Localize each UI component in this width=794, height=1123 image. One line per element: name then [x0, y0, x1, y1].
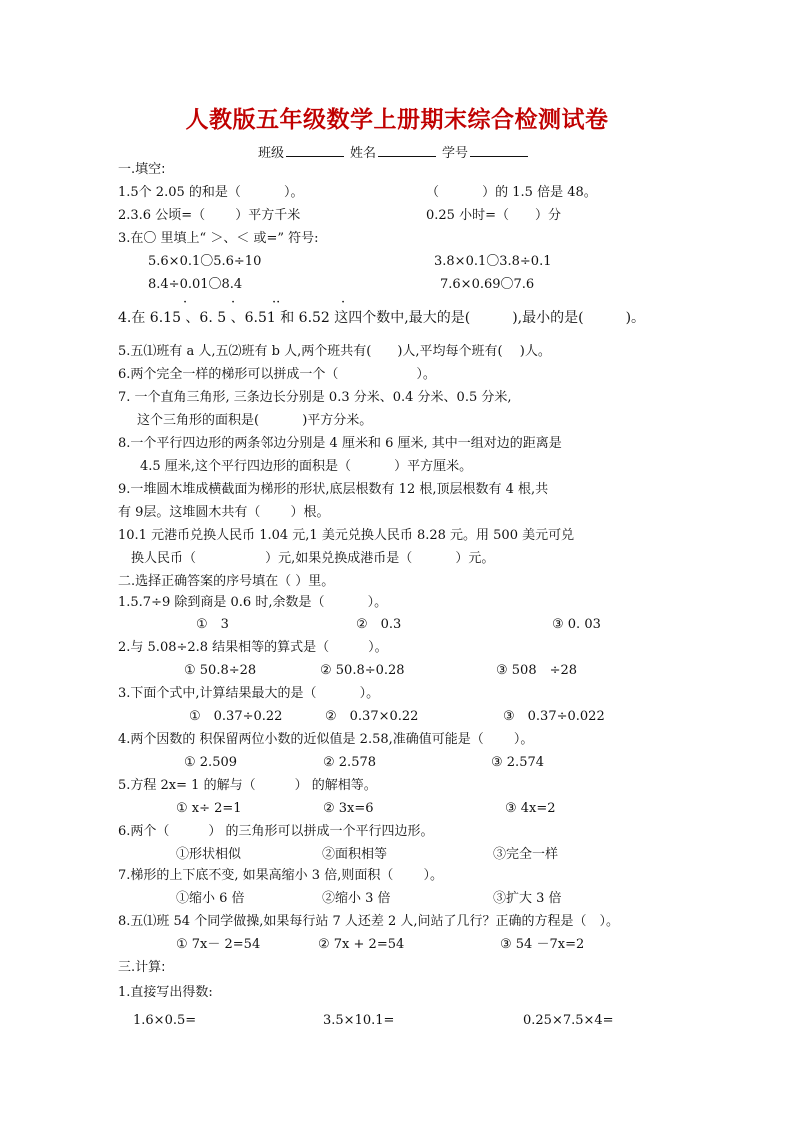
choice-option[interactable]: ② 2.578 [323, 755, 377, 770]
choice-question-1: 1.5.7÷9 除到商是 0.6 时,余数是（ ）。 [118, 595, 388, 610]
question-9b: 有 9层。这堆圆木共有（ ）根。 [118, 505, 330, 520]
question-10b: 换人民币（ ）元,如果兑换成港币是（ ）元。 [131, 551, 495, 566]
choice-option[interactable]: ② 3x=6 [323, 801, 374, 816]
repeating-dot-mark: · [183, 295, 188, 310]
id-blank[interactable] [470, 145, 528, 157]
choice-option[interactable]: ③ 2.574 [491, 755, 545, 770]
choice-option[interactable]: ① 2.509 [184, 755, 238, 770]
section3-subheading: 1.直接写出得数: [118, 985, 213, 1000]
repeating-dot-mark: · [231, 295, 236, 310]
calc-item: 3.5×10.1= [323, 1013, 395, 1028]
choice-option[interactable]: ③ 0. 03 [552, 617, 601, 632]
calc-item: 0.25×7.5×4= [523, 1013, 614, 1028]
section1-heading: 一.填空: [118, 162, 166, 177]
student-info-line [258, 142, 530, 161]
choice-option[interactable]: ③扩大 3 倍 [493, 891, 562, 906]
choice-question-5: 5.方程 2x= 1 的解与（ ） 的解相等。 [118, 778, 377, 793]
question-3-row1b: 3.8×0.1〇3.8÷0.1 [434, 254, 552, 269]
choice-option[interactable]: ② 7x + 2=54 [318, 937, 405, 952]
choice-option[interactable]: ① 0.37÷0.22 [189, 709, 283, 724]
question-3-row2b: 7.6×0.69〇7.6 [440, 277, 535, 292]
section2-heading: 二.选择正确答案的序号填在（ ）里。 [118, 574, 335, 589]
question-4: 4.在 6.15 、6. 5 、6.51 和 6.52 这四个数中,最大的是( ),最小的是( )。 [118, 310, 646, 326]
question-2b: 0.25 小时=（ ）分 [426, 208, 561, 223]
choice-question-8: 8.五⑴班 54 个同学做操,如果每行站 7 人还差 2 人,问站了几行？正确的方程是（ ）。 [118, 914, 620, 929]
class-label: 班级 [258, 146, 285, 161]
choice-question-6: 6.两个（ ） 的三角形可以拼成一个平行四边形。 [118, 824, 434, 839]
section3-heading: 三.计算: [118, 960, 166, 975]
question-9a: 9.一堆圆木堆成横截面为梯形的形状,底层根数有 12 根,顶层根数有 4 根,共 [118, 482, 549, 497]
name-label: 姓名 [350, 146, 377, 161]
question-8b: 4.5 厘米,这个平行四边形的面积是（ ）平方厘米。 [140, 459, 473, 474]
choice-question-3: 3.下面个式中,计算结果最大的是（ ）。 [118, 686, 380, 701]
question-3-row2a: 8.4÷0.01〇8.4 [148, 277, 243, 292]
question-1a: 1.5个 2.05 的和是（ ）。 [118, 185, 304, 200]
choice-option[interactable]: ① 3 [196, 617, 229, 632]
choice-option[interactable]: ② 0.37×0.22 [325, 709, 419, 724]
question-6: 6.两个完全一样的梯形可以拼成一个（ ）。 [118, 367, 436, 382]
choice-option[interactable]: ③ 4x=2 [505, 801, 556, 816]
class-blank[interactable] [286, 145, 344, 157]
id-label: 学号 [442, 146, 469, 161]
page-title: 人教版五年级数学上册期末综合检测试卷 [185, 107, 609, 133]
question-3: 3.在〇 里填上“ ＞、＜ 或=” 符号: [118, 231, 319, 246]
choice-option[interactable]: ③完全一样 [493, 847, 559, 862]
choice-option[interactable]: ③ 508 ÷28 [496, 663, 578, 678]
choice-option[interactable]: ②缩小 3 倍 [322, 891, 391, 906]
calc-item: 1.6×0.5= [133, 1013, 197, 1028]
choice-question-4: 4.两个因数的 积保留两位小数的近似值是 2.58,准确值可能是（ ）。 [118, 732, 534, 747]
choice-option[interactable]: ③ 0.37÷0.022 [503, 709, 605, 724]
choice-option[interactable]: ① x÷ 2=1 [176, 801, 242, 816]
question-8a: 8.一个平行四边形的两条邻边分别是 4 厘米和 6 厘米, 其中一组对边的距离是 [118, 436, 562, 451]
repeating-dot-mark: · [341, 295, 346, 310]
question-5: 5.五⑴班有 a 人,五⑵班有 b 人,两个班共有( )人,平均每个班有( )人。 [118, 344, 551, 359]
choice-option[interactable]: ②面积相等 [322, 847, 388, 862]
question-7a: 7. 一个直角三角形, 三条边长分别是 0.3 分米、0.4 分米、0.5 分米, [118, 390, 512, 405]
question-1b: （ ）的 1.5 倍是 48。 [426, 185, 597, 200]
question-3-row1a: 5.6×0.1〇5.6÷10 [148, 254, 262, 269]
name-blank[interactable] [378, 145, 436, 157]
choice-option[interactable]: ② 50.8÷0.28 [320, 663, 405, 678]
choice-option[interactable]: ② 0.3 [356, 617, 402, 632]
choice-option[interactable]: ①缩小 6 倍 [176, 891, 245, 906]
choice-option[interactable]: ①形状相似 [176, 847, 242, 862]
question-10a: 10.1 元港币兑换人民币 1.04 元,1 美元兑换人民币 8.28 元。用 500 美元可兑 [118, 528, 575, 543]
question-7b: 这个三角形的面积是( )平方分米。 [137, 413, 373, 428]
choice-option[interactable]: ① 7x－ 2=54 [176, 937, 261, 952]
choice-option[interactable]: ③ 54 －7x=2 [500, 937, 585, 952]
choice-option[interactable]: ① 50.8÷28 [184, 663, 257, 678]
choice-question-2: 2.与 5.08÷2.8 结果相等的算式是（ ）。 [118, 640, 388, 655]
choice-question-7: 7.梯形的上下底不变, 如果高缩小 3 倍,则面积（ ）。 [118, 868, 443, 883]
repeating-dot-mark: ·· [272, 295, 281, 310]
question-2a: 2.3.6 公顷=（ ）平方千米 [118, 208, 301, 223]
